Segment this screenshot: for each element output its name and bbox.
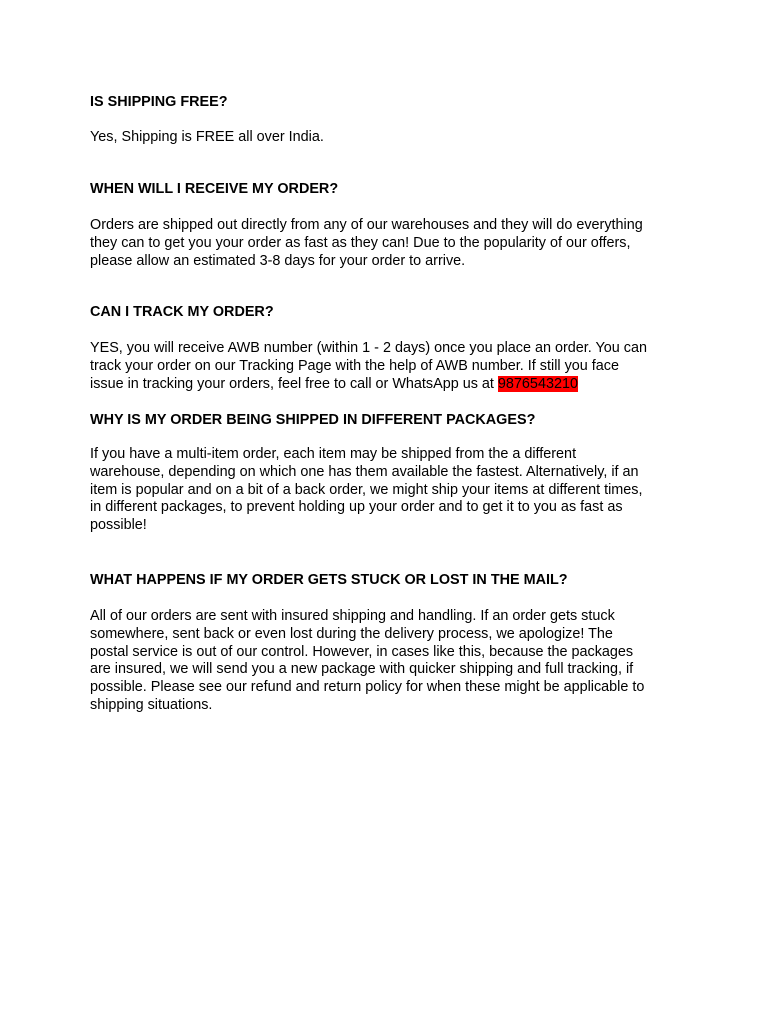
answer-line: Yes, Shipping is FREE all over India. — [90, 129, 324, 145]
faq-question-stuck-lost: WHAT HAPPENS IF MY ORDER GETS STUCK OR LOST IN THE MAIL? — [90, 572, 568, 588]
faq-answer-receive-order — [90, 217, 643, 270]
answer-line: warehouse, depending on which one has them available the fastest. Alternatively, if an — [90, 463, 639, 480]
answer-line: shipping situations. — [90, 696, 213, 713]
answer-line: All of our orders are sent with insured shipping and handling. If an order gets stuck — [90, 608, 615, 624]
answer-line: possible. Please see our refund and return policy for when these might be applicable to — [90, 679, 645, 696]
answer-line: Orders are shipped out directly from any of our warehouses and they will do everything — [90, 217, 643, 233]
answer-line: please allow an estimated 3-8 days for your order to arrive. — [90, 252, 466, 269]
faq-answer-different-packages — [90, 446, 642, 535]
answer-line: track your order on our Tracking Page with the help of AWB number. If still you face — [90, 357, 619, 374]
faq-question-track-order: CAN I TRACK MY ORDER? — [90, 304, 274, 320]
answer-line: they can to get you your order as fast as they can! Due to the popularity of our offers, — [90, 234, 631, 251]
faq-document — [90, 0, 690, 1024]
answer-line: somewhere, sent back or even lost during the delivery process, we apologize! The — [90, 625, 613, 642]
highlighted-phone-number[interactable]: 9876543210 — [497, 375, 578, 392]
faq-answer-track-order — [90, 340, 647, 393]
answer-line-with-phone — [90, 376, 647, 394]
answer-line: are insured, we will send you a new package with quicker shipping and full tracking, if — [90, 661, 634, 678]
answer-line: possible! — [90, 517, 147, 534]
faq-answer-stuck-lost — [90, 608, 644, 715]
answer-line: issue in tracking your orders, feel free to call or WhatsApp us at — [90, 375, 498, 392]
faq-question-different-packages: WHY IS MY ORDER BEING SHIPPED IN DIFFERENT PACKAGES? — [90, 412, 536, 428]
answer-line: YES, you will receive AWB number (within 1 - 2 days) once you place an order. You can — [90, 340, 647, 356]
answer-line: postal service is out of our control. However, in cases like this, because the packages — [90, 643, 634, 660]
faq-question-receive-order: WHEN WILL I RECEIVE MY ORDER? — [90, 181, 339, 197]
answer-line: in different packages, to prevent holding up your order and to get it to you as fast as — [90, 499, 623, 516]
faq-question-shipping-free: IS SHIPPING FREE? — [90, 94, 228, 110]
answer-line: If you have a multi-item order, each item may be shipped from the a different — [90, 446, 577, 462]
faq-answer-shipping-free — [90, 129, 324, 147]
answer-line: item is popular and on a bit of a back order, we might ship your items at different times, — [90, 481, 643, 498]
